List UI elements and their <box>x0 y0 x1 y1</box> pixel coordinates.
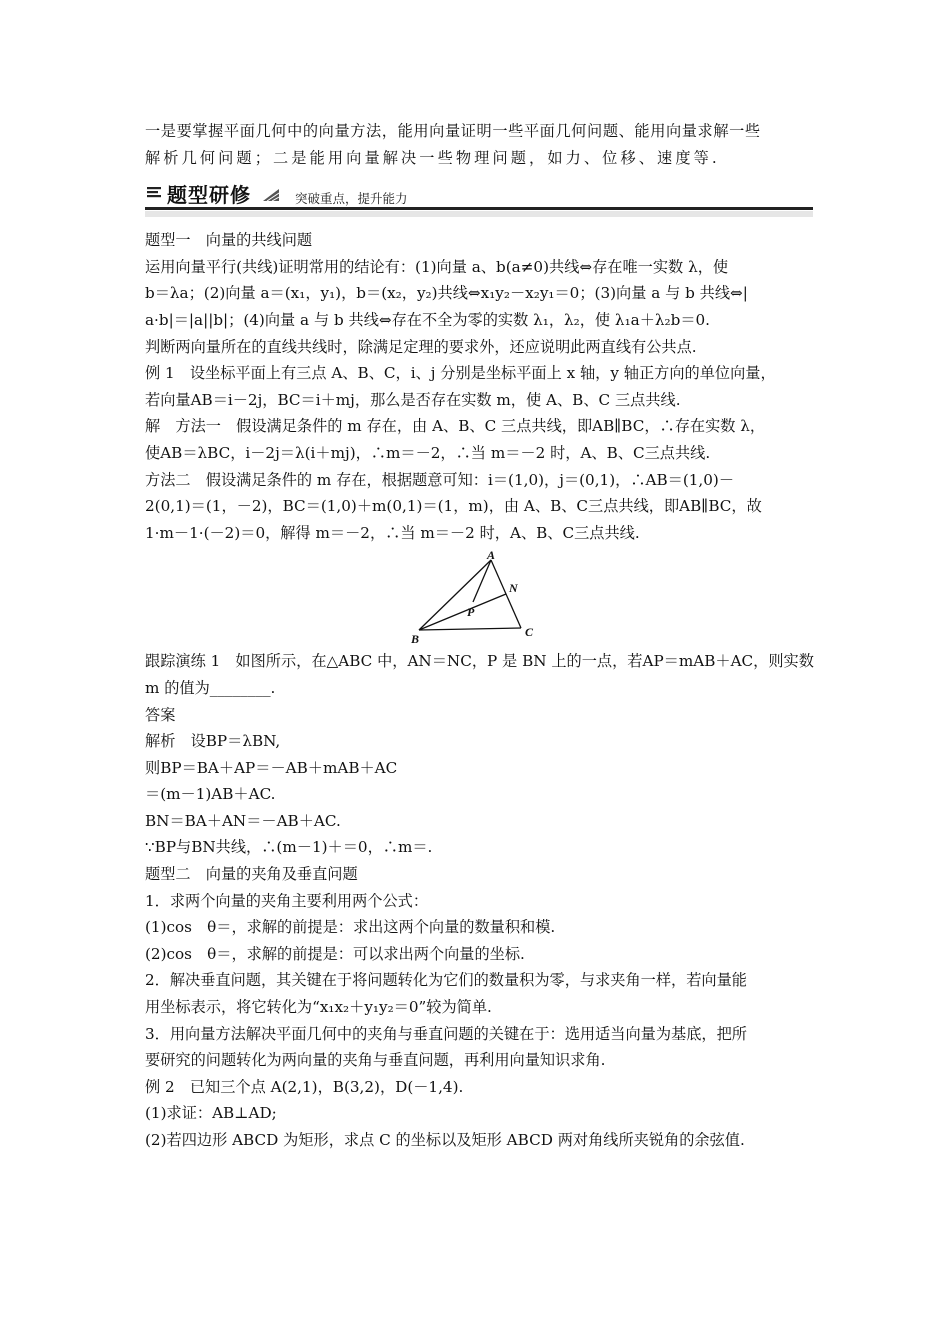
text-line: 要研究的问题转化为两向量的夹角与垂直问题，再利用向量知识求角. <box>145 1051 606 1070</box>
label-c: C <box>525 625 534 640</box>
text-line: 运用向量平行(共线)证明常用的结论有：(1)向量 a、b(a≠0)共线⇔存在唯一实数 λ，使 <box>145 257 729 276</box>
intro-line: 一是要掌握平面几何中的向量方法，能用向量证明一些平面几何问题、能用向量求解一些 <box>145 122 761 140</box>
example-line: 若向量AB＝i－2j，BC＝i＋mj，那么是否存在实数 m，使 A、B、C 三点共线. <box>145 390 681 409</box>
edge-ab <box>419 560 491 630</box>
text-line: 用坐标表示，将它转化为“x₁x₂＋y₁y₂＝0”较为简单. <box>145 998 492 1017</box>
label-a: A <box>487 550 496 563</box>
intro-line: 解析几何问题；二是能用向量解决一些物理问题，如力、位移、速度等. <box>145 148 720 167</box>
solution-line: 解 方法一 假设满足条件的 m 存在，由 A、B、C 三点共线，即AB∥BC，∴存在实数 λ， <box>145 417 766 436</box>
section-banner <box>145 177 815 217</box>
label-p: P <box>467 605 475 620</box>
triangle-figure <box>145 550 815 648</box>
solution-line: 1·m－1·(－2)＝0，解得 m＝－2，∴当 m＝－2 时，A、B、C三点共线. <box>145 523 640 542</box>
triangle-diagram <box>411 550 547 648</box>
banner-rule <box>145 207 813 210</box>
text-line: a·b|＝|a||b|；(4)向量 a 与 b 共线⇔存在不全为零的实数 λ₁，λ₂，使 λ₁a＋λ₂b＝0. <box>145 310 711 329</box>
segment-ap <box>473 560 491 602</box>
solution-line: 2(0,1)＝(1，－2)，BC＝(1,0)＋m(0,1)＝(1，m)，由 A、B、C三点共线，即AB∥BC，故 <box>145 497 762 516</box>
example-line: (1)求证：AB⊥AD; <box>145 1104 277 1123</box>
banner-subtitle: 突破重点，提升能力 <box>295 191 408 207</box>
text-line: (1)cos θ＝，求解的前提是：求出这两个向量的数量积和模. <box>145 918 556 937</box>
exercise-line: m 的值为________. <box>145 678 276 697</box>
stripes-icon <box>147 186 161 200</box>
answer-label: 答案 <box>145 705 176 724</box>
text-line: 2．解决垂直问题，其关键在于将问题转化为它们的数量积为零，与求夹角一样，若向量能 <box>145 971 747 990</box>
analysis-line: BN＝BA＋AN＝－AB＋AC. <box>145 811 341 830</box>
text-line: 判断两向量所在的直线共线时，除满足定理的要求外，还应说明此两直线有公共点. <box>145 337 697 356</box>
text-line: 3．用向量方法解决平面几何中的夹角与垂直问题的关键在于：选用适当向量为基底，把所 <box>145 1024 747 1043</box>
analysis-line: 解析 设BP＝λBN, <box>145 732 281 751</box>
text-line: 1．求两个向量的夹角主要利用两个公式： <box>145 891 429 910</box>
analysis-line: ＝(m－1)AB＋AC. <box>145 785 276 804</box>
banner-title: 题型研修 <box>167 183 251 208</box>
example-line: (2)若四边形 ABCD 为矩形，求点 C 的坐标以及矩形 ABCD 两对角线所夹锐角的余弦值. <box>145 1131 745 1149</box>
segment-bn <box>419 594 506 630</box>
analysis-line: 则BP＝BA＋AP＝－AB＋mAB＋AC <box>145 758 398 777</box>
example-line: 例 1 设坐标平面上有三点 A、B、C，i、j 分别是坐标平面上 x 轴，y 轴正方向的单位向量， <box>145 364 776 383</box>
text-line: b＝λa；(2)向量 a＝(x₁，y₁)，b＝(x₂，y₂)共线⇔x₁y₂－x₂y₁＝0；(3)向量 a 与 b 共线⇔| <box>145 284 748 303</box>
exercise-line: 跟踪演练 1 如图所示，在△ABC 中，AN＝NC，P 是 BN 上的一点，若AP＝mAB＋AC，则实数 <box>145 652 814 671</box>
text-line: (2)cos θ＝，求解的前提是：可以求出两个向量的坐标. <box>145 944 525 963</box>
label-b: B <box>411 632 420 647</box>
section-heading: 题型一 向量的共线问题 <box>145 231 313 250</box>
document-page <box>145 118 815 1154</box>
example-line: 例 2 已知三个点 A(2,1)，B(3,2)，D(－1,4). <box>145 1077 464 1096</box>
solution-line: 使AB＝λBC，i－2j＝λ(i＋mj)，∴m＝－2，∴当 m＝－2 时，A、B、C三点共线. <box>145 443 711 462</box>
solution-line: 方法二 假设满足条件的 m 存在，根据题意可知：i＝(1,0)，j＝(0,1)，∴AB＝(1,0)－ <box>145 470 735 489</box>
analysis-line: ∵BP与BN共线，∴(m－1)＋＝0，∴m＝. <box>145 838 433 857</box>
banner-shadow <box>145 211 813 217</box>
label-n: N <box>509 581 518 596</box>
wedge-icon <box>263 189 279 201</box>
section-heading: 题型二 向量的夹角及垂直问题 <box>145 865 358 884</box>
edge-bc <box>419 628 521 630</box>
